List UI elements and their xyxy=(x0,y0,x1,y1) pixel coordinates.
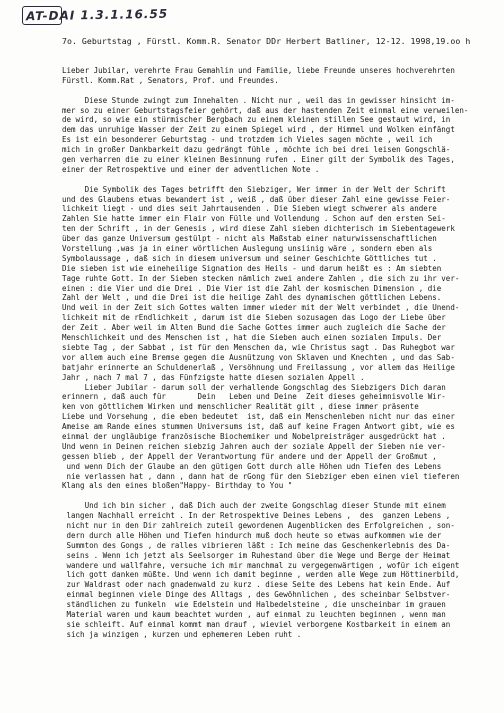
text-line: lichkeit liegt - und dies seit Jahrtausenden . Die Sieben wiegt schwerer als andere xyxy=(62,204,437,214)
text-line: Und ich bin sicher , daß Dich auch der zweite Gongschlag dieser Stunde mit einem xyxy=(62,501,446,511)
text-line: nicht nur in den Dir zahlreich zuteil gewordenen Augenblicken des Erfolgreichen , son- xyxy=(62,520,455,530)
text-line: Lieber Jubilar, verehrte Frau Gemahlin und Familie, liebe Freunde unseres hochverehrten xyxy=(62,66,455,75)
document-header: 7o. Geburtstag , Fürstl. Komm.R. Senator DDr Herbert Batliner, 12-12. 1998,19.oo h xyxy=(62,36,471,46)
text-line: Summton des Gongs , de ralles vibrieren läßt : Ich meine das Geschenkerlebnis des Da- xyxy=(62,540,451,550)
archive-stamp: AT-DAI 1.3.1.16.55 xyxy=(25,6,169,24)
text-line: dem das unruhige Wasser der Zeit zu einem Spiegel wird , der Himmel und Wolken einfängt xyxy=(62,125,455,135)
text-line: Es ist ein besonderer Geburtstag - und trotzdem ich Vieles sagen möchte , weil ich xyxy=(62,135,433,145)
text-line: mich in großer Dankbarkeit dazu gedrängt fühle , möchte ich bei drei leisen Gongschlä- xyxy=(62,145,451,155)
text-line: siebte Tag , der Sabbat , ist für den Menschen da, wie Christus sagt . Das Ruhegbot war xyxy=(62,342,455,352)
text-line: langen Nachhall erreicht . In der Retrospektive Deines Lebens , des ganzen Lebens , xyxy=(62,511,451,521)
text-line: vor allem auch eine Bremse gegen die Ausnützung von Sklaven und Knechten , und das Sab- xyxy=(62,352,455,362)
text-line: einer der Retrospektive und einer der adventlichen Note . xyxy=(62,164,320,174)
text-line: mer so zu einer Geburtstagsfeier gehört, daß aus der hastenden Zeit einmal eine verweilen- xyxy=(62,105,469,115)
text-line: gen verharren die zu einer kleinen Besinnung rufen . Einer gilt der Symbolik des Tages, xyxy=(62,155,455,165)
text-line: einmal beginnen viele Dinge des Alltags , des Gewöhnlichen , des scheinbar Selbstver- xyxy=(62,590,451,600)
text-line: Vorstellung ,was ja in einer wörtlichen Auslegung unsiinig wäre , sondern eben als xyxy=(62,244,433,254)
text-line: Material waren und kaum beachtet wurden , auf einmal zu leuchten beginnen , wenn man xyxy=(62,609,446,619)
text-line: Lieber Jubilar - darum soll der verhallende Gongschlag des Siebzigers Dich daran xyxy=(62,382,446,392)
text-line: einmal der ungläubige französische Biochemiker und Nobelpreisträger ausgedrückt hat . xyxy=(62,431,446,441)
text-line: batjahr erinnerte an Schuldenerlaß , Versöhnung und Freilassung , vor allem das Heilige xyxy=(62,362,455,372)
text-line: Liebe und Vorsehung , die eben bedeutet ist, daß ein Menschenleben nicht nur das einer xyxy=(62,412,455,422)
text-line: Und wenn in Deinen reichen siebzig Jahren auch der soziale Appell der Sieben nie ver- xyxy=(62,441,446,451)
text-line: ständlichen zu funkeln wie Edelstein und Halbedelsteine , die unscheinbar im grauen xyxy=(62,600,446,610)
text-line: Zahlen Sie hatte immer ein Flair von Fülle und Vollendung . Schon auf den ersten Sei- xyxy=(62,214,446,224)
text-line: Tage ruhte Gott. In der Sieben stecken nämlich zwei andere Zahlen , die sich zu ihr ver- xyxy=(62,273,460,283)
text-line: dern durch alle Höhen und Tiefen hindurch muß doch heute so etwas aufkommen wie der xyxy=(62,530,442,540)
text-line xyxy=(62,175,494,185)
text-line: Klang als den eines bloßen"Happy- Birthday to You " xyxy=(62,481,293,491)
text-line: lichkeit mit de rEndlichkeit , darum ist die Sieben sozusagen das Logo der Liebe über xyxy=(62,313,446,323)
text-line: sie schleift. Auf einmal kommt man drauf , wieviel verborgene Kostbarkeit in einem an xyxy=(62,619,451,629)
text-line: nie verlassen hat , dann , dann hat de rGong für den Siebziger eben einen viel tieferen xyxy=(62,471,460,481)
text-line: de wird, so wie ein stürmischer Bergbach zu einem kleinen stillen See gestaut wird, in xyxy=(62,115,451,125)
text-line: ken von göttlichem Wirken und menschlicher Realität gilt , diese immer präsente xyxy=(62,402,419,412)
text-line: Fürstl. Komm.Rat , Senators, Prof. und Freundes. xyxy=(62,75,279,85)
text-line: gessen blieb , der Appell der Verantwortung für andere und der Appell der Großmut , xyxy=(62,451,437,461)
text-line: Die sieben ist wie eineheilige Signation des Heils - und darum heißt es : Am siebten xyxy=(62,263,442,273)
text-line: zur Waldrast oder nach gnadenwald zu kurz . diese Seite des Lebens hat kein Ende. Auf xyxy=(62,580,451,590)
text-line: über das ganze Universum gestülpt - nicht als Maßstab einer naturwissenschaftlichen xyxy=(62,234,437,244)
text-line: Menschlichkeit und des Menschen ist , hat die Sieben auch einen sozialen Impuls. Der xyxy=(62,333,442,343)
text-line: der Zeit . Aber weil im Alten Bund die Sache Gottes immer auch zugleich die Sache der xyxy=(62,323,446,333)
text-line: sich ja winzigen , kurzen und ephemeren Leben ruht . xyxy=(62,629,302,639)
text-line xyxy=(62,491,494,501)
text-line: und des Glaubens etwas bewandert ist , weiß , daß über dieser Zahl eine gewisse Feier- xyxy=(62,194,451,204)
text-line: Ameise am Rande eines stummen Universums ist, daß auf keine Fragen Antwort gibt, wie es xyxy=(62,422,455,432)
text-line: Die Symbolik des Tages betrifft den Siebziger, Wer immer in der Welt der Schrift xyxy=(62,184,446,194)
text-line: lich gott danken müßte. Und wenn ich damit beginne , werden alle Wege zum Höttinerbild, xyxy=(62,570,460,580)
text-line: Diese Stunde zwingt zum Innehalten . Nicht nur , weil das in gewisser hinsicht im- xyxy=(62,95,455,105)
document-body xyxy=(62,66,494,640)
text-line xyxy=(62,86,494,96)
text-line: einen : die Vier und die Drei . Die Vier ist die Zahl der kosmischen Dimension , die xyxy=(62,283,442,293)
text-line: wandere und wallfahre, versuche ich mir manchmal zu vergegenwärtigen , wofür ich eigent xyxy=(62,560,460,570)
text-line: Zahl der Welt , und die Drei ist die heilige Zahl des dynamischen göttlichen Lebens. xyxy=(62,293,442,303)
text-line: und wenn Dich der Glaube an den gütigen Gott durch alle Höhen udn Tiefen des Lebens xyxy=(62,461,442,471)
text-line: erinnern , daß auch für Dein Leben und Deine Zeit dieses geheimnisvolle Wir- xyxy=(62,392,446,402)
text-line: Jahr , nach 7 mal 7 , das Fünfzigste hatte diesen sozialen Appell . xyxy=(62,372,365,382)
text-line: seins . Wenn ich jetzt als Seelsorger im Ruhestand über die Wege und Berge der Heimat xyxy=(62,550,451,560)
text-line: Und weil in der Zeit sich Gottes walten immer wieder mit der Welt verbindet , die Unend- xyxy=(62,303,460,313)
text-line: ten der Schrift , in der Genesis , wird diese Zahl sieben dichterisch im Siebentagewerk xyxy=(62,224,455,234)
text-line: Symbolaussage , daß sich in diesem universum und seiner Geschichte Göttliches tut . xyxy=(62,253,437,263)
